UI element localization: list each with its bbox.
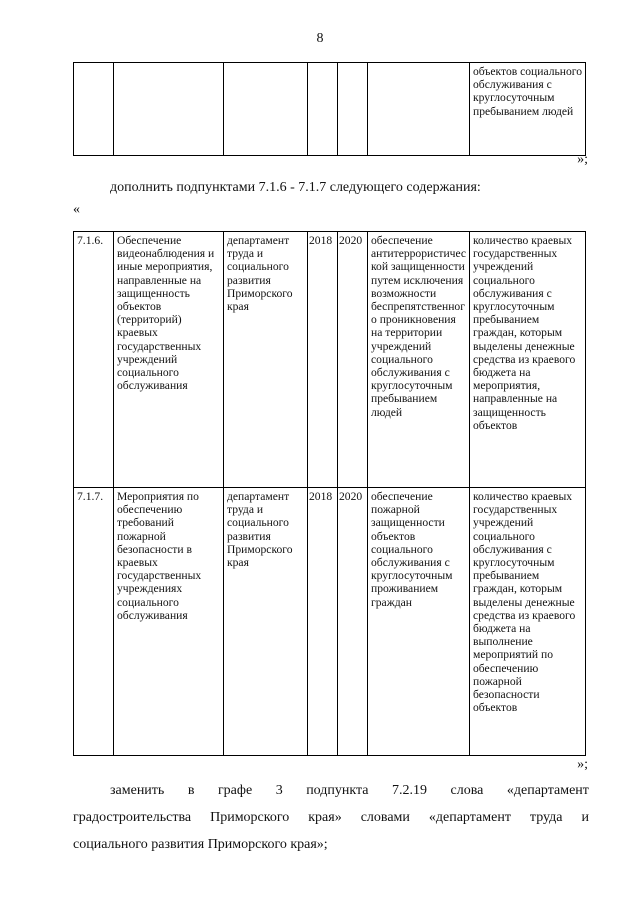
row-indicator: количество краевых государственных учреждений социального обслуживания с круглосуточным пребыванием граждан, которым выделены денежные средства из краевого бюджета на мероприятия, направленные на защищенность объектов [470, 232, 586, 488]
paragraph-line-1: заменить в графе 3 подпункта 7.2.19 слова «департамент [110, 783, 589, 798]
opening-quote: « [73, 202, 80, 217]
table-row [74, 488, 586, 756]
closing-quote: »; [577, 757, 588, 772]
row-number: 7.1.6. [74, 232, 114, 488]
table-cell [368, 63, 470, 156]
paragraph-line-3: социального развития Приморского края»; [73, 837, 328, 852]
row-result: обеспечение антитеррористической защищенности путем исключения возможности беспрепятственного проникновения на территории учреждений социального обслуживания с круглосуточным пребыванием людей [368, 232, 470, 488]
row-year-start: 2018 [308, 232, 338, 488]
subitems-table [73, 231, 586, 756]
row-year-end: 2020 [338, 488, 368, 756]
row-number: 7.1.7. [74, 488, 114, 756]
row-executor: департамент труда и социального развития Приморского края [224, 488, 308, 756]
row-year-end: 2020 [338, 232, 368, 488]
table-cell [224, 63, 308, 156]
row-name: Обеспечение видеонаблюдения и иные мероприятия, направленные на защищенность объектов (территорий) краевых государственных учреждений социального обслуживания [114, 232, 224, 488]
table-cell [338, 63, 368, 156]
instruction-text: дополнить подпунктами 7.1.6 - 7.1.7 следующего содержания: [110, 180, 481, 195]
row-executor: департамент труда и социального развития Приморского края [224, 232, 308, 488]
replacement-paragraph [73, 777, 589, 858]
closing-quote: »; [577, 152, 588, 167]
table-cell [308, 63, 338, 156]
row-name: Мероприятия по обеспечению требований пожарной безопасности в краевых государственных учреждениях социального обслуживания [114, 488, 224, 756]
row-result: обеспечение пожарной защищенности объектов социального обслуживания с круглосуточным проживанием граждан [368, 488, 470, 756]
table-cell [114, 63, 224, 156]
table-cell [74, 63, 114, 156]
row-year-start: 2018 [308, 488, 338, 756]
page-number: 8 [316, 31, 324, 46]
paragraph-line-2: градостроительства Приморского края» словами «департамент труда и [73, 810, 589, 825]
continued-table [73, 62, 586, 156]
table-cell-indicator: объектов социального обслуживания с круглосуточным пребыванием людей [470, 63, 586, 156]
table-row [74, 232, 586, 488]
row-indicator: количество краевых государственных учреждений социального обслуживания с круглосуточным пребыванием граждан, которым выделены денежные средства из краевого бюджета на выполнение мероприятий по обеспечению пожарной безопасности объектов [470, 488, 586, 756]
